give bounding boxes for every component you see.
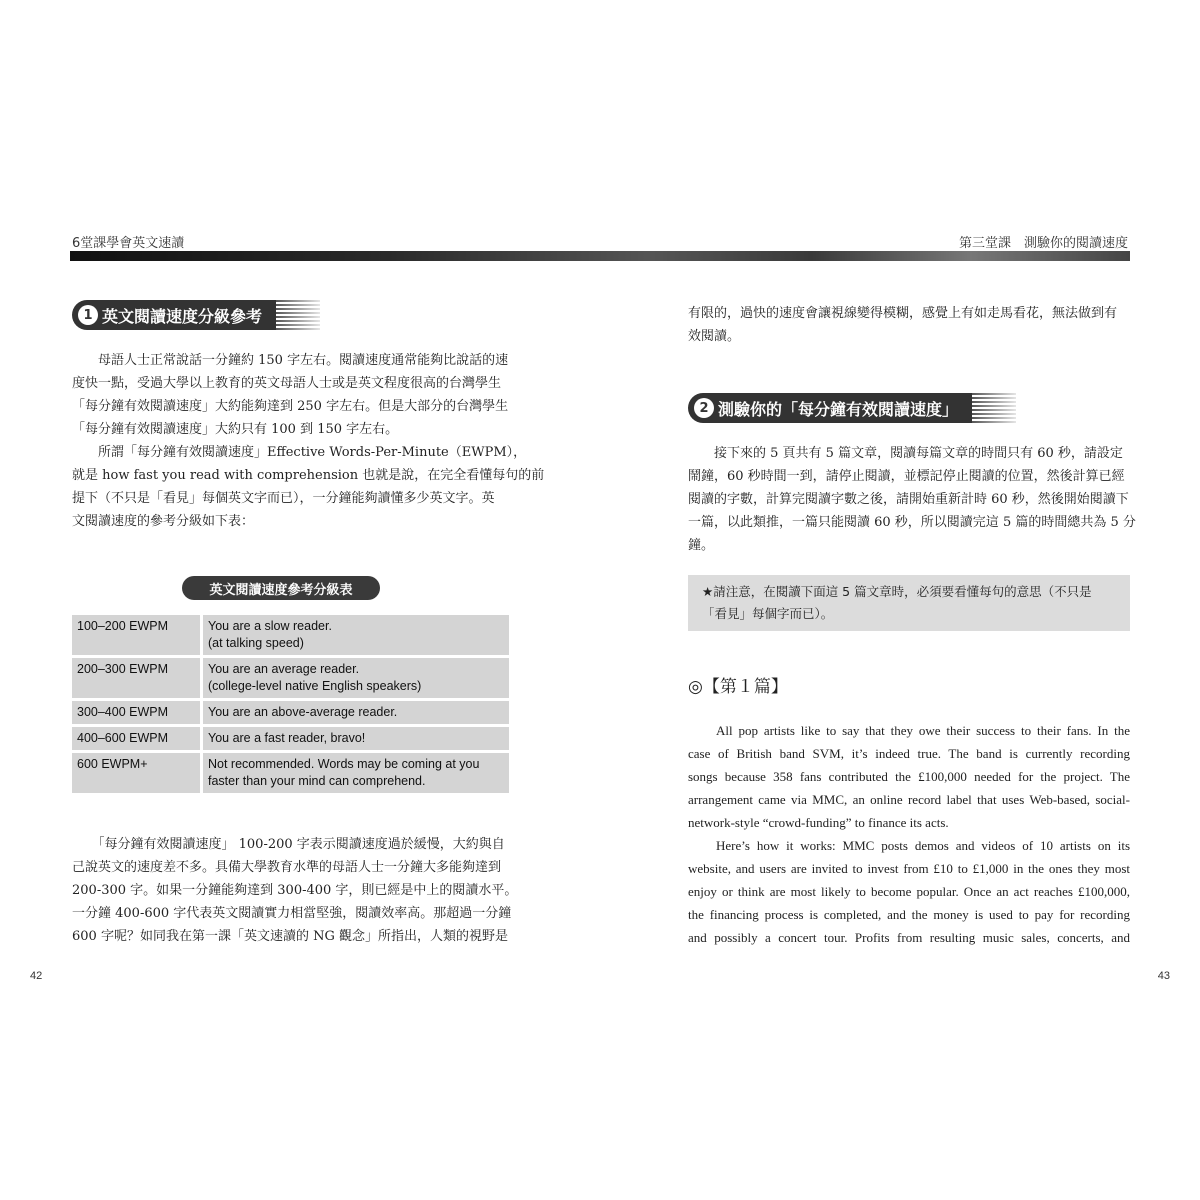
notice-line: 「看見」每個字而已）。 (702, 606, 834, 621)
page-number-left: 42 (30, 970, 43, 982)
text-line: Here’s how it works: MMC posts demos and videos of 10 artists on its (716, 838, 1130, 853)
book-title-header: 6堂課學會英文速讀 (72, 236, 185, 251)
speed-description-cell (203, 727, 509, 750)
header-divider-bar (70, 251, 1130, 261)
text-line: 閱讀的字數，計算完閱讀字數之後，請開始重新計時 60 秒，然後開始閱讀下 (688, 492, 1129, 507)
text-line: arrangement came via MMC, an online record label that uses Web-based, social- (688, 792, 1130, 807)
text-line: 己說英文的速度差不多。具備大學教育水準的母語人士一分鐘大多能夠達到 (72, 860, 502, 875)
text-line: 「每分鐘有效閱讀速度」大約只有 100 到 150 字左右。 (72, 422, 399, 437)
description-line: You are an above-average reader. (208, 705, 398, 719)
speed-range-cell: 100–200 EWPM (72, 615, 203, 655)
speed-range-cell: 200–300 EWPM (72, 658, 203, 698)
text-line: 「每分鐘有效閱讀速度」大約能夠達到 250 字左右。但是大部分的台灣學生 (72, 399, 509, 414)
description-line: You are an average reader. (208, 662, 360, 676)
chapter-title-header: 第三堂課 測驗你的閱讀速度 (958, 236, 1128, 251)
intro-paragraph (72, 349, 545, 533)
description-line: Not recommended. Words may be coming at you (208, 757, 480, 771)
speed-range-cell: 300–400 EWPM (72, 701, 203, 724)
section-heading-pill (688, 393, 972, 423)
text-line: 一分鐘 400-600 字代表英文閱讀實力相當堅強，閱讀效率高。那超過一分鐘 (72, 906, 512, 921)
page-number-right: 43 (1157, 970, 1170, 982)
table-row (72, 658, 509, 698)
text-line: 600 字呢？如同我在第一課「英文速讀的 NG 觀念」所指出，人類的視野是 (72, 929, 508, 944)
explanation-paragraph (72, 833, 518, 948)
speed-range-cell: 600 EWPM+ (72, 753, 203, 793)
table-title-pill: 英文閱讀速度參考分級表 (182, 576, 380, 600)
section-heading-2 (688, 393, 1016, 423)
text-line: 鬧鐘，60 秒時間一到，請停止閱讀，並標記停止閱讀的位置，然後計算已經 (688, 469, 1125, 484)
notice-line: ★請注意，在閱讀下面這 5 篇文章時，必須要看懂每句的意思（不只是 (702, 584, 1092, 599)
text-line: 200-300 字。如果一分鐘能夠達到 300-400 字，則已經是中上的閱讀水平。 (72, 883, 518, 898)
description-line: You are a fast reader, bravo! (208, 731, 366, 745)
article-heading: ◎【第１篇】 (688, 677, 788, 697)
table-row (72, 753, 509, 793)
text-line: 所謂「每分鐘有效閱讀速度」Effective Words-Per-Minute（EWPM）， (72, 445, 527, 460)
article-paragraph-1 (688, 719, 1130, 834)
section-number-badge: 1 (78, 305, 98, 325)
text-line: 接下來的 5 頁共有 5 篇文章，閱讀每篇文章的時間只有 60 秒，請設定 (688, 446, 1123, 461)
test-instructions-paragraph (688, 442, 1136, 557)
section-heading-pill (72, 300, 276, 330)
text-line: website, and users are invited to invest from £10 to £1,000 in the ones they most (688, 861, 1130, 876)
speed-description-cell (203, 615, 509, 655)
text-line: 就是 how fast you read with comprehension 也就是說，在完全看懂每句的前 (72, 468, 545, 483)
heading-stripes-decoration (276, 300, 320, 330)
text-line: 效閱讀。 (688, 329, 741, 344)
section-heading-1 (72, 300, 320, 330)
text-line: 母語人士正常說話一分鐘約 150 字左右。閱讀速度通常能夠比說話的速 (72, 353, 509, 368)
reading-speed-table (72, 612, 509, 796)
continued-paragraph (688, 302, 1130, 348)
notice-box (688, 575, 1130, 631)
table-row (72, 701, 509, 724)
section-heading-text: 英文閱讀速度分級參考 (102, 306, 263, 326)
description-line: You are a slow reader. (208, 619, 332, 633)
speed-description-cell (203, 753, 509, 793)
text-line: enjoy or think are most likely to become popular. Once an act reaches £100,000, (688, 884, 1130, 899)
section-number-badge: 2 (694, 398, 714, 418)
text-line: network-style “crowd-funding” to finance its acts. (688, 815, 949, 830)
description-line: faster than your mind can comprehend. (208, 774, 426, 788)
description-line: (at talking speed) (208, 636, 304, 650)
speed-description-cell (203, 701, 509, 724)
section-heading-text: 測驗你的「每分鐘有效閱讀速度」 (718, 399, 959, 419)
text-line: 「每分鐘有效閱讀速度」 100-200 字表示閱讀速度過於緩慢，大約與自 (72, 837, 505, 852)
article-paragraph-2 (688, 834, 1130, 949)
text-line: case of British band SVM, it’s indeed true. The band is currently recording (688, 746, 1130, 761)
description-line: (college-level native English speakers) (208, 679, 422, 693)
text-line: All pop artists like to say that they owe their success to their fans. In the (716, 723, 1130, 738)
text-line: 一篇，以此類推，一篇只能閱讀 60 秒，所以閱讀完這 5 篇的時間總共為 5 分 (688, 515, 1136, 530)
text-line: 文閱讀速度的參考分級如下表： (72, 514, 255, 529)
speed-range-cell: 400–600 EWPM (72, 727, 203, 750)
text-line: 鐘。 (688, 538, 715, 553)
table-row (72, 727, 509, 750)
text-line: 提下（不只是「看見」每個英文字而已），一分鐘能夠讀懂多少英文字。英 (72, 491, 495, 506)
text-line: 度快一點，受過大學以上教育的英文母語人士或是英文程度很高的台灣學生 (72, 376, 502, 391)
speed-description-cell (203, 658, 509, 698)
text-line: songs because 358 fans contributed the £100,000 needed for the project. The (688, 769, 1130, 784)
text-line: 有限的，過快的速度會讓視線變得模糊，感覺上有如走馬看花，無法做到有 (688, 306, 1118, 321)
text-line: and possibly a concert tour. Profits from resulting music sales, concerts, and (688, 930, 1130, 945)
text-line: the financing process is completed, and the money is used to pay for recording (688, 907, 1130, 922)
heading-stripes-decoration (972, 393, 1016, 423)
table-row (72, 615, 509, 655)
